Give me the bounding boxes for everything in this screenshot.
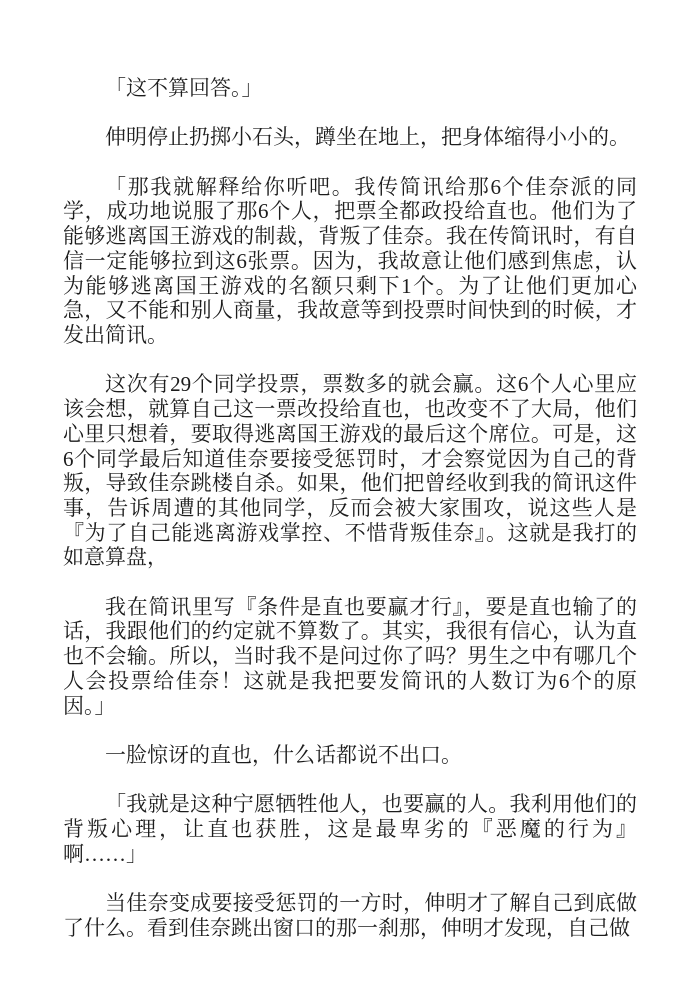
paragraph: 「我就是这种宁愿牺牲他人，也要赢的人。我利用他们的背叛心理，让直也获胜，这是最卑劣的『恶魔的行为』啊……」 (63, 792, 637, 866)
paragraph: 我在简讯里写『条件是直也要赢才行』，要是直也输了的话，我跟他们的约定就不算数了。其实，我很有信心，认为直也不会输。所以，当时我不是问过你了吗？男生之中有哪几个人会投票给佳奈！这就是我把要发简讯的人数订为6个的原因。」 (63, 594, 637, 718)
paragraph: 一脸惊讶的直也，什么话都说不出口。 (105, 742, 462, 767)
paragraph: 「那我就解释给你听吧。我传简讯给那6个佳奈派的同学，成功地说服了那6个人，把票全都政投给直也。他们为了能够逃离国王游戏的制裁，背叛了佳奈。我在传简讯时，有自信一定能够拉到这6张票。因为，我故意让他们感到焦虑，认为能够逃离国王游戏的名额只剩下1个。为了让他们更加心急，又不能和别人商量，我故意等到投票时间快到的时候，才发出简讯。 (63, 174, 637, 347)
paragraph: 伸明停止扔掷小石头，蹲坐在地上，把身体缩得小小的。 (105, 125, 630, 150)
paragraph: 「这不算回答。」 (105, 76, 263, 100)
paragraph: 当佳奈变成要接受惩罚的一方时，伸明才了解自己到底做了什么。看到佳奈跳出窗口的那一刹那，伸明才发现，自己做 (63, 891, 637, 940)
paragraph: 这次有29个同学投票，票数多的就会赢。这6个人心里应该会想，就算自己这一票改投给直也，也改变不了大局，他们心里只想着，要取得逃离国王游戏的最后这个席位。可是，这6个同学最后知道佳奈要接受惩罚时，才会察觉因为自己的背叛，导致佳奈跳楼自杀。如果，他们把曾经收到我的简讯这件事，告诉周遭的其他同学，反而会被大家围攻，说这些人是『为了自己能逃离游戏掌控、不惜背叛佳奈』。这就是我打的如意算盘， (63, 372, 637, 570)
